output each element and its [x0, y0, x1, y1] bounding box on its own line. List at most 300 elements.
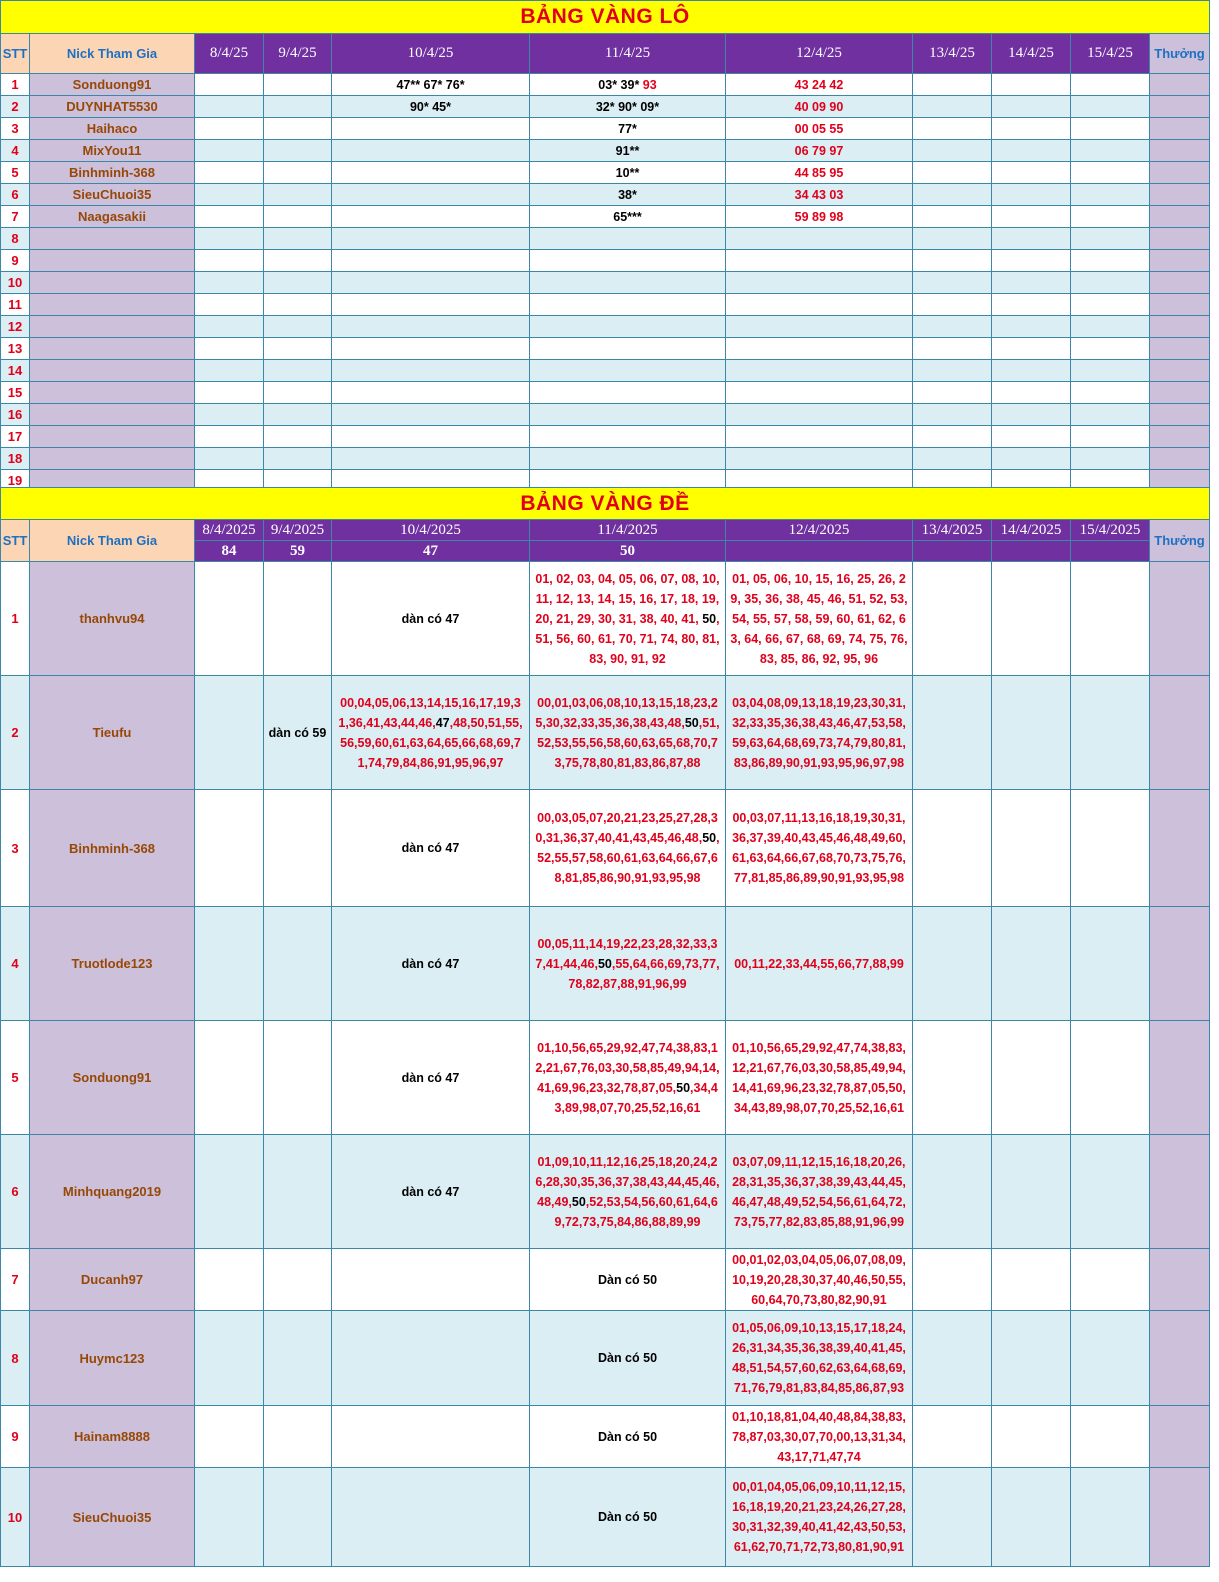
empty-cell — [1071, 316, 1150, 338]
empty-cell — [992, 206, 1071, 228]
empty-cell — [1071, 382, 1150, 404]
empty-cell — [264, 228, 332, 250]
empty-cell — [992, 272, 1071, 294]
lo-pick-11 — [530, 206, 726, 228]
lo-pick-11 — [530, 426, 726, 448]
lo-pick-11-part: 10** — [615, 165, 640, 180]
reward-cell — [1150, 1468, 1210, 1567]
empty-cell — [913, 294, 992, 316]
lo-pick-12 — [726, 448, 913, 470]
empty-cell — [913, 1249, 992, 1311]
empty-cell — [1071, 118, 1150, 140]
empty-cell — [992, 448, 1071, 470]
lo-pick-12 — [726, 360, 913, 382]
de-pick-11 — [530, 790, 726, 907]
empty-cell — [913, 140, 992, 162]
empty-cell — [1071, 790, 1150, 907]
empty-cell — [913, 118, 992, 140]
empty-cell — [195, 294, 264, 316]
nick-name — [30, 382, 195, 404]
reward-cell — [1150, 250, 1210, 272]
empty-cell — [1071, 1021, 1150, 1135]
empty-cell — [913, 1311, 992, 1406]
row-number: 7 — [1, 1249, 30, 1311]
nick-name: Tieufu — [30, 676, 195, 790]
de-result — [992, 541, 1071, 562]
empty-cell — [195, 140, 264, 162]
lo-pick-10 — [332, 140, 530, 162]
reward-cell — [1150, 360, 1210, 382]
de-pick-12-text: 00,01,02,03,04,05,06,07,08,09,10,19,20,28,30,37,40,46,50,55,60,64,70,73,80,82,90,91 — [732, 1252, 906, 1307]
lo-pick-12 — [726, 426, 913, 448]
reward-cell — [1150, 1249, 1210, 1311]
lo-date-header: 14/4/25 — [992, 34, 1071, 74]
empty-cell — [1071, 338, 1150, 360]
lo-row — [1, 338, 1210, 360]
de-pick-12 — [726, 1249, 913, 1311]
nick-name: Hainam8888 — [30, 1406, 195, 1468]
de-pick-11: Dàn có 50 — [530, 1468, 726, 1567]
de-pick-12-text: 01, 05, 06, 10, 15, 16, 25, 26, 29, 35, 36, 38, 45, 46, 51, 52, 53, 54, 55, 57, 58, 59, 60, 61, 62, 63, 64, 66, 67, 68, 69, 74, 75, 76, 83, 85, 86, 92, 95, 96 — [730, 571, 908, 666]
de-pick-12-text: 00,01,04,05,06,09,10,11,12,15,16,18,19,20,21,23,24,26,27,28,30,31,32,39,40,41,42,43,50,53,61,62,70,71,72,73,80,81,90,91 — [732, 1480, 906, 1554]
lo-pick-10: 90* 45* — [332, 96, 530, 118]
empty-cell — [195, 162, 264, 184]
empty-cell — [992, 426, 1071, 448]
de-pick-12 — [726, 1468, 913, 1567]
empty-cell — [195, 250, 264, 272]
de-pick-11-part: ,51,52,53,55,56,58,60,63,65,68,70,73,75,78,80,81,83,86,87,88 — [537, 715, 720, 770]
empty-cell — [195, 184, 264, 206]
de-pick-11-hit: 50 — [702, 831, 717, 845]
empty-cell — [992, 294, 1071, 316]
lo-date-header: 9/4/25 — [264, 34, 332, 74]
nick-name: Minhquang2019 — [30, 1135, 195, 1249]
de-pick-10 — [332, 676, 530, 790]
de-result: 59 — [264, 541, 332, 562]
empty-cell — [913, 1021, 992, 1135]
de-pick-10-text — [332, 693, 529, 773]
de-pick-11-text — [530, 569, 725, 669]
row-number: 2 — [1, 676, 30, 790]
nick-name: Ducanh97 — [30, 1249, 195, 1311]
de-pick-12 — [726, 1021, 913, 1135]
empty-cell — [195, 96, 264, 118]
de-pick-10-part: ,48,50,51,55,56,59,60,61,63,64,65,66,68,69,71,74,79,84,86,91,95,96,97 — [340, 715, 523, 770]
nick-name — [30, 272, 195, 294]
lo-row — [1, 426, 1210, 448]
lo-pick-12 — [726, 228, 913, 250]
empty-cell — [195, 562, 264, 676]
empty-cell — [264, 426, 332, 448]
lo-row — [1, 184, 1210, 206]
lo-pick-11 — [530, 316, 726, 338]
de-pick-11 — [530, 1021, 726, 1135]
lo-pick-12: 43 24 42 — [726, 74, 913, 96]
nick-name: SieuChuoi35 — [30, 184, 195, 206]
de-row — [1, 676, 1210, 790]
de-row — [1, 1135, 1210, 1249]
de-pick-10: dàn có 47 — [332, 1135, 530, 1249]
de-result: 47 — [332, 541, 530, 562]
row-number: 2 — [1, 96, 30, 118]
empty-cell — [913, 162, 992, 184]
lo-pick-10 — [332, 162, 530, 184]
de-pick-11: Dàn có 50 — [530, 1249, 726, 1311]
de-pick-11-part: ,52,55,57,58,60,61,63,64,66,67,68,81,85,86,90,91,93,95,98 — [537, 831, 720, 885]
empty-cell — [1071, 404, 1150, 426]
de-table — [0, 487, 1210, 1567]
de-date-header: 14/4/2025 — [992, 520, 1071, 541]
lo-pick-11-part: 32* 90* 09* — [595, 99, 660, 114]
empty-cell — [913, 404, 992, 426]
row-number: 10 — [1, 272, 30, 294]
empty-cell — [992, 790, 1071, 907]
reward-cell — [1150, 562, 1210, 676]
de-pick-11-text — [530, 693, 725, 773]
empty-cell — [195, 382, 264, 404]
nick-name: thanhvu94 — [30, 562, 195, 676]
lo-pick-12 — [726, 338, 913, 360]
lo-pick-12 — [726, 272, 913, 294]
de-pick-11 — [530, 1135, 726, 1249]
lo-reward-header: Thưởng — [1150, 34, 1210, 74]
nick-name: DUYNHAT5530 — [30, 96, 195, 118]
de-pick-9 — [264, 562, 332, 676]
lo-pick-11-part: 03* 39* — [598, 77, 643, 92]
lo-pick-11 — [530, 404, 726, 426]
empty-cell — [1071, 140, 1150, 162]
lo-date-header: 12/4/25 — [726, 34, 913, 74]
empty-cell — [913, 96, 992, 118]
empty-cell — [195, 1249, 264, 1311]
reward-cell — [1150, 338, 1210, 360]
row-number: 1 — [1, 74, 30, 96]
lo-pick-11 — [530, 118, 726, 140]
empty-cell — [264, 162, 332, 184]
empty-cell — [195, 404, 264, 426]
lo-stt-header: STT — [1, 34, 30, 74]
empty-cell — [992, 360, 1071, 382]
de-pick-9 — [264, 790, 332, 907]
lo-pick-10 — [332, 250, 530, 272]
de-date-header: 9/4/2025 — [264, 520, 332, 541]
row-number: 4 — [1, 907, 30, 1021]
lo-nick-header: Nick Tham Gia — [30, 34, 195, 74]
lo-row — [1, 294, 1210, 316]
empty-cell — [992, 140, 1071, 162]
lo-date-header: 13/4/25 — [913, 34, 992, 74]
lo-row — [1, 250, 1210, 272]
lo-row — [1, 360, 1210, 382]
de-pick-9 — [264, 1311, 332, 1406]
de-pick-12 — [726, 676, 913, 790]
de-pick-11-part: 00,01,03,06,08,10,13,15,18,23,25,30,32,33,35,36,38,43,48, — [535, 695, 718, 730]
lo-pick-10: 47** 67* 76* — [332, 74, 530, 96]
de-pick-12-text: 01,10,56,65,29,92,47,74,38,83,12,21,67,76,03,30,58,85,49,94,14,41,69,96,23,32,78,87,05,50,34,43,89,98,07,70,25,52,16,61 — [732, 1040, 906, 1115]
empty-cell — [913, 184, 992, 206]
lo-title: BẢNG VÀNG LÔ — [1, 1, 1210, 34]
de-row — [1, 1311, 1210, 1406]
lo-pick-11 — [530, 382, 726, 404]
lo-pick-10 — [332, 294, 530, 316]
empty-cell — [913, 74, 992, 96]
de-pick-10 — [332, 1406, 530, 1468]
empty-cell — [913, 676, 992, 790]
lo-pick-10 — [332, 228, 530, 250]
de-pick-10: dàn có 47 — [332, 1021, 530, 1135]
reward-cell — [1150, 272, 1210, 294]
de-reward-header: Thưởng — [1150, 520, 1210, 562]
empty-cell — [195, 272, 264, 294]
lo-row — [1, 118, 1210, 140]
reward-cell — [1150, 404, 1210, 426]
empty-cell — [264, 74, 332, 96]
empty-cell — [1071, 250, 1150, 272]
lo-pick-11 — [530, 360, 726, 382]
empty-cell — [264, 118, 332, 140]
empty-cell — [992, 404, 1071, 426]
nick-name — [30, 250, 195, 272]
empty-cell — [195, 118, 264, 140]
nick-name — [30, 448, 195, 470]
reward-cell — [1150, 228, 1210, 250]
de-pick-9: dàn có 59 — [264, 676, 332, 790]
lo-pick-12 — [726, 316, 913, 338]
empty-cell — [1071, 272, 1150, 294]
lo-row — [1, 448, 1210, 470]
empty-cell — [1071, 184, 1150, 206]
empty-cell — [913, 382, 992, 404]
empty-cell — [992, 1468, 1071, 1567]
lo-pick-10 — [332, 206, 530, 228]
empty-cell — [195, 1468, 264, 1567]
empty-cell — [913, 562, 992, 676]
lo-date-header: 11/4/25 — [530, 34, 726, 74]
de-pick-10-hit: 47 — [435, 715, 450, 730]
de-pick-11-hit: 50 — [676, 1080, 691, 1095]
lo-row — [1, 272, 1210, 294]
empty-cell — [992, 118, 1071, 140]
lo-pick-11-part: 91** — [615, 143, 640, 158]
lo-row — [1, 404, 1210, 426]
empty-cell — [1071, 1135, 1150, 1249]
row-number: 1 — [1, 562, 30, 676]
empty-cell — [1071, 1311, 1150, 1406]
lo-pick-12 — [726, 250, 913, 272]
lo-pick-11-part: 38* — [618, 187, 637, 202]
empty-cell — [992, 338, 1071, 360]
lo-pick-10 — [332, 382, 530, 404]
lo-pick-12 — [726, 294, 913, 316]
row-number: 5 — [1, 162, 30, 184]
empty-cell — [195, 426, 264, 448]
lo-pick-11-red: 93 — [642, 77, 657, 92]
de-pick-11 — [530, 907, 726, 1021]
de-pick-12-text: 00,11,22,33,44,55,66,77,88,99 — [734, 956, 904, 971]
lo-pick-11 — [530, 338, 726, 360]
nick-name: Sonduong91 — [30, 74, 195, 96]
row-number: 17 — [1, 426, 30, 448]
lo-pick-12: 06 79 97 — [726, 140, 913, 162]
lo-pick-11 — [530, 96, 726, 118]
reward-cell — [1150, 74, 1210, 96]
de-stt-header: STT — [1, 520, 30, 562]
reward-cell — [1150, 907, 1210, 1021]
de-date-header: 15/4/2025 — [1071, 520, 1150, 541]
empty-cell — [1071, 1249, 1150, 1311]
empty-cell — [992, 250, 1071, 272]
empty-cell — [264, 294, 332, 316]
empty-cell — [1071, 1406, 1150, 1468]
empty-cell — [1071, 96, 1150, 118]
empty-cell — [992, 1311, 1071, 1406]
empty-cell — [195, 1021, 264, 1135]
de-pick-11-part: 00,03,05,07,20,21,23,25,27,28,30,31,36,37,40,41,43,45,46,48, — [535, 811, 718, 845]
empty-cell — [195, 360, 264, 382]
empty-cell — [264, 448, 332, 470]
lo-row — [1, 316, 1210, 338]
row-number: 12 — [1, 316, 30, 338]
nick-name — [30, 338, 195, 360]
row-number: 6 — [1, 184, 30, 206]
empty-cell — [992, 562, 1071, 676]
de-row — [1, 1468, 1210, 1567]
empty-cell — [195, 338, 264, 360]
empty-cell — [264, 272, 332, 294]
de-pick-11-part: 01,09,10,11,12,16,25,18,20,24,26,28,30,35,36,37,38,43,44,45,46,48,49, — [535, 1154, 720, 1209]
empty-cell — [992, 96, 1071, 118]
de-result: 50 — [530, 541, 726, 562]
de-pick-10 — [332, 1249, 530, 1311]
lo-pick-10 — [332, 184, 530, 206]
de-row — [1, 562, 1210, 676]
row-number: 16 — [1, 404, 30, 426]
row-number: 4 — [1, 140, 30, 162]
de-pick-11: Dàn có 50 — [530, 1311, 726, 1406]
empty-cell — [1071, 1468, 1150, 1567]
empty-cell — [1071, 360, 1150, 382]
empty-cell — [1071, 676, 1150, 790]
de-pick-11-part: ,34,43,89,98,07,70,25,52,16,61 — [554, 1080, 718, 1115]
de-result — [1071, 541, 1150, 562]
reward-cell — [1150, 118, 1210, 140]
empty-cell — [913, 426, 992, 448]
de-pick-12 — [726, 1135, 913, 1249]
lo-row — [1, 162, 1210, 184]
empty-cell — [992, 162, 1071, 184]
empty-cell — [195, 74, 264, 96]
de-pick-9 — [264, 1021, 332, 1135]
de-pick-12 — [726, 907, 913, 1021]
empty-cell — [1071, 426, 1150, 448]
empty-cell — [913, 338, 992, 360]
row-number: 10 — [1, 1468, 30, 1567]
reward-cell — [1150, 316, 1210, 338]
empty-cell — [264, 316, 332, 338]
nick-name — [30, 316, 195, 338]
lo-pick-10 — [332, 272, 530, 294]
de-row — [1, 907, 1210, 1021]
lo-row — [1, 228, 1210, 250]
empty-cell — [1071, 562, 1150, 676]
empty-cell — [195, 448, 264, 470]
row-number: 5 — [1, 1021, 30, 1135]
lo-pick-11-part: 77* — [618, 121, 637, 136]
lo-pick-11 — [530, 272, 726, 294]
empty-cell — [1071, 907, 1150, 1021]
de-pick-11-hit: 50 — [702, 611, 717, 626]
lo-pick-11-part: 65*** — [613, 209, 642, 224]
lo-pick-12: 34 43 03 — [726, 184, 913, 206]
de-date-header: 11/4/2025 — [530, 520, 726, 541]
lo-pick-12 — [726, 404, 913, 426]
de-pick-11-text — [530, 934, 725, 994]
empty-cell — [264, 382, 332, 404]
reward-cell — [1150, 676, 1210, 790]
de-pick-11-text — [530, 1038, 725, 1118]
de-pick-11-part: ,52,53,54,56,60,61,64,69,72,73,75,84,86,88,89,99 — [554, 1194, 718, 1229]
empty-cell — [195, 1135, 264, 1249]
de-pick-11-hit: 50 — [571, 1194, 586, 1209]
lo-table — [0, 0, 1210, 492]
lo-pick-12: 40 09 90 — [726, 96, 913, 118]
empty-cell — [913, 1468, 992, 1567]
de-pick-11-part: ,55,64,66,69,73,77,78,82,87,88,91,96,99 — [568, 956, 720, 991]
reward-cell — [1150, 790, 1210, 907]
lo-pick-10 — [332, 404, 530, 426]
row-number: 18 — [1, 448, 30, 470]
lo-pick-11 — [530, 448, 726, 470]
de-nick-header: Nick Tham Gia — [30, 520, 195, 562]
nick-name — [30, 426, 195, 448]
de-pick-12-text: 01,05,06,09,10,13,15,17,18,24,26,31,34,35,36,38,39,40,41,45,48,51,54,57,60,62,63,64,68,69,71,76,79,81,83,84,85,86,87,93 — [732, 1321, 906, 1395]
de-row — [1, 1249, 1210, 1311]
de-date-header: 10/4/2025 — [332, 520, 530, 541]
de-pick-11: Dàn có 50 — [530, 1406, 726, 1468]
de-title: BẢNG VÀNG ĐỀ — [1, 488, 1210, 520]
de-date-header: 13/4/2025 — [913, 520, 992, 541]
row-number: 11 — [1, 294, 30, 316]
empty-cell — [992, 228, 1071, 250]
empty-cell — [264, 338, 332, 360]
lo-pick-12: 44 85 95 — [726, 162, 913, 184]
reward-cell — [1150, 382, 1210, 404]
nick-name: Huymc123 — [30, 1311, 195, 1406]
row-number: 3 — [1, 118, 30, 140]
de-pick-11-part: 01, 02, 03, 04, 05, 06, 07, 08, 10, 11, 12, 13, 14, 15, 16, 17, 18, 19, 20, 21, 29, 30, 31, 38, 40, 41, — [535, 571, 720, 626]
nick-name — [30, 294, 195, 316]
de-pick-12 — [726, 1311, 913, 1406]
lo-pick-10 — [332, 360, 530, 382]
lo-pick-10 — [332, 118, 530, 140]
nick-name: Haihaco — [30, 118, 195, 140]
lo-pick-10 — [332, 448, 530, 470]
nick-name: Truotlode123 — [30, 907, 195, 1021]
de-pick-12-text: 00,03,07,11,13,16,18,19,30,31,36,37,39,40,43,45,46,48,49,60,61,63,64,66,67,68,70,73,75,76,77,81,85,86,89,90,91,93,95,98 — [732, 811, 906, 885]
empty-cell — [1071, 206, 1150, 228]
row-number: 19 — [1, 470, 30, 492]
nick-name — [30, 404, 195, 426]
row-number: 14 — [1, 360, 30, 382]
row-number: 9 — [1, 1406, 30, 1468]
reward-cell — [1150, 162, 1210, 184]
de-pick-12 — [726, 790, 913, 907]
empty-cell — [195, 1311, 264, 1406]
nick-name: Binhminh-368 — [30, 790, 195, 907]
empty-cell — [913, 228, 992, 250]
lo-pick-11 — [530, 250, 726, 272]
de-pick-9 — [264, 907, 332, 1021]
